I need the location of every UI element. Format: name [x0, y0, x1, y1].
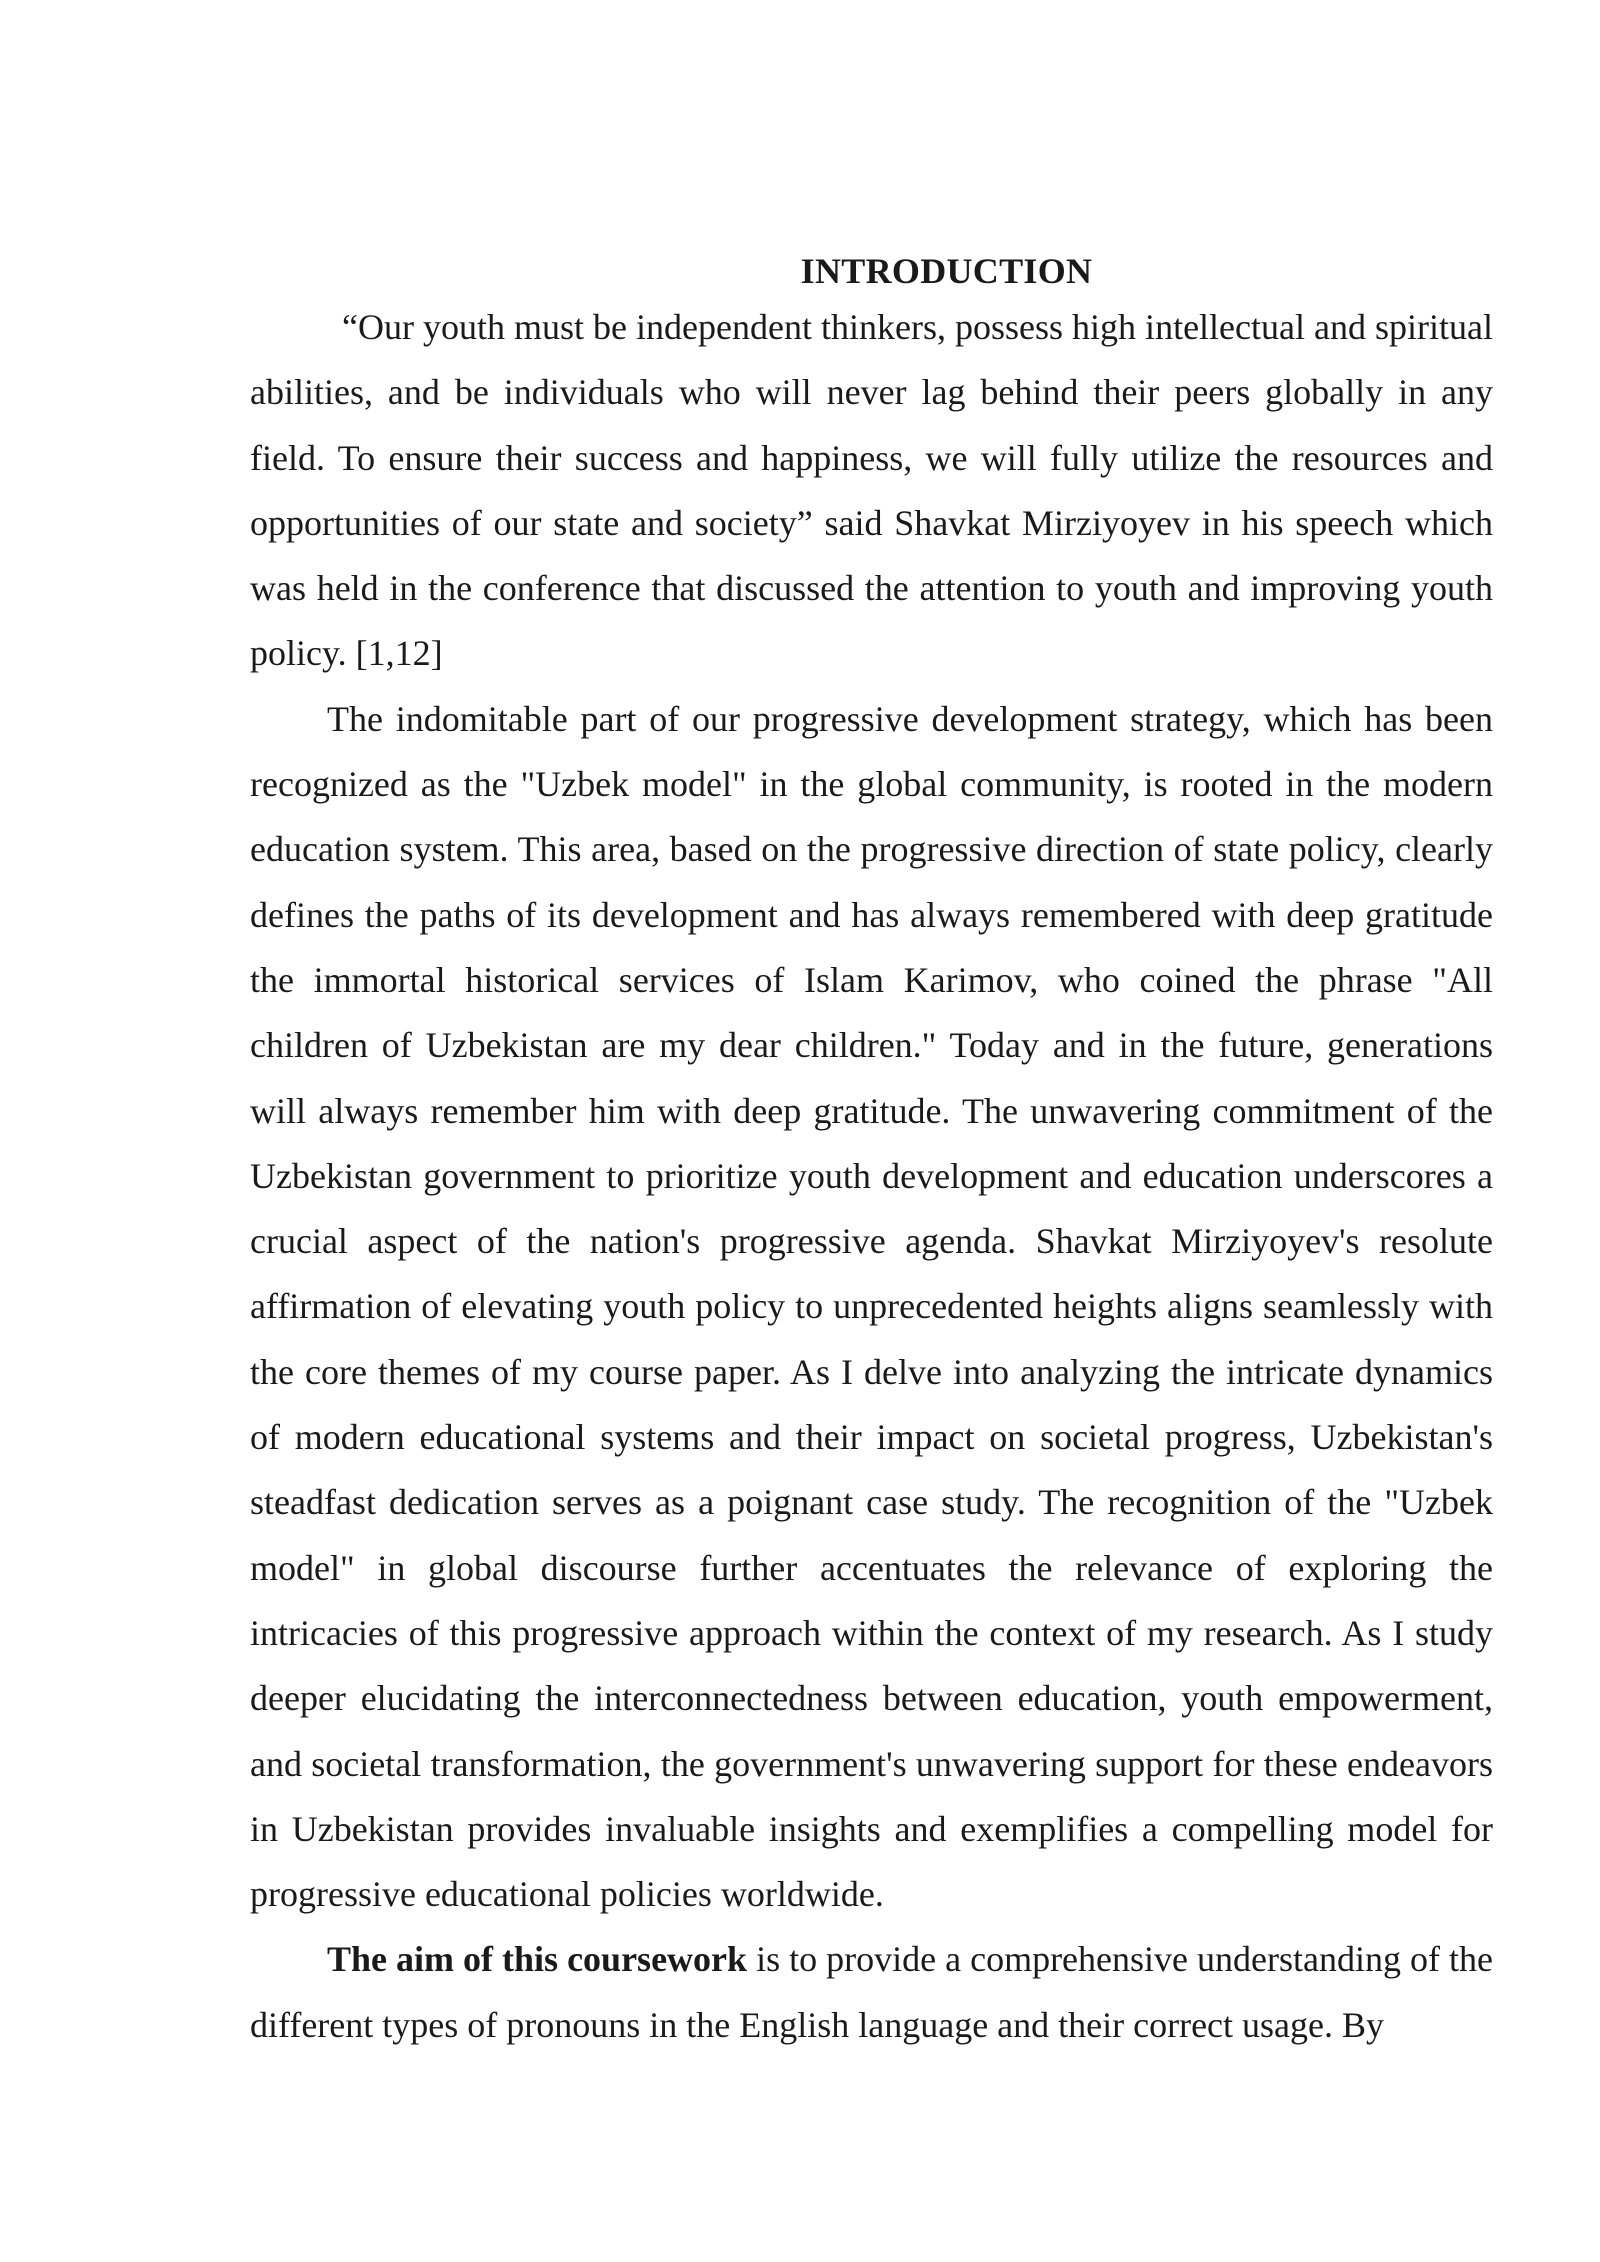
quote-paragraph: “Our youth must be independent thinkers, possess high intellectual and spiritual abilities, and be individuals who will never lag behind their peers globally in any field. To ensure their success and happiness, we will fully utilize the resources and opportunities of our state and society” said Shavkat Mirziyoyev in his speech which was held in the conference that discussed the attention to youth and improving youth policy. [1,12] [250, 307, 1493, 674]
aim-lead: The aim of this coursework [327, 1939, 748, 1980]
document-body [250, 247, 1493, 2058]
aim-text: is to provide a comprehensive understanding of the different types of pronouns in the English language and their correct usage. By [250, 1939, 1493, 2045]
aim-paragraph [250, 1927, 1493, 2058]
page-title: INTRODUCTION [800, 251, 1093, 291]
body-paragraph: The indomitable part of our progressive development strategy, which has been recognized as the "Uzbek model" in the global community, is rooted in the modern education system. This area, based on the progressive direction of state policy, clearly defines the paths of its development and has always remembered with deep gratitude the immortal historical services of Islam Karimov, who coined the phrase "All children of Uzbekistan are my dear children." Today and in the future, generations will always remember him with deep gratitude. The unwavering commitment of the Uzbekistan government to prioritize youth development and education underscores a crucial aspect of the nation's progressive agenda. Shavkat Mirziyoyev's resolute affirmation of elevating youth policy to unprecedented heights aligns seamlessly with the core themes of my course paper. As I delve into analyzing the intricate dynamics of modern educational systems and their impact on societal progress, Uzbekistan's steadfast dedication serves as a poignant case study. The recognition of the "Uzbek model" in global discourse further accentuates the relevance of exploring the intricacies of this progressive approach within the context of my research. As I study deeper elucidating the interconnectedness between education, youth empowerment, and societal transformation, the government's unwavering support for these endeavors in Uzbekistan provides invaluable insights and exemplifies a compelling model for progressive educational policies worldwide. [250, 698, 1493, 1915]
